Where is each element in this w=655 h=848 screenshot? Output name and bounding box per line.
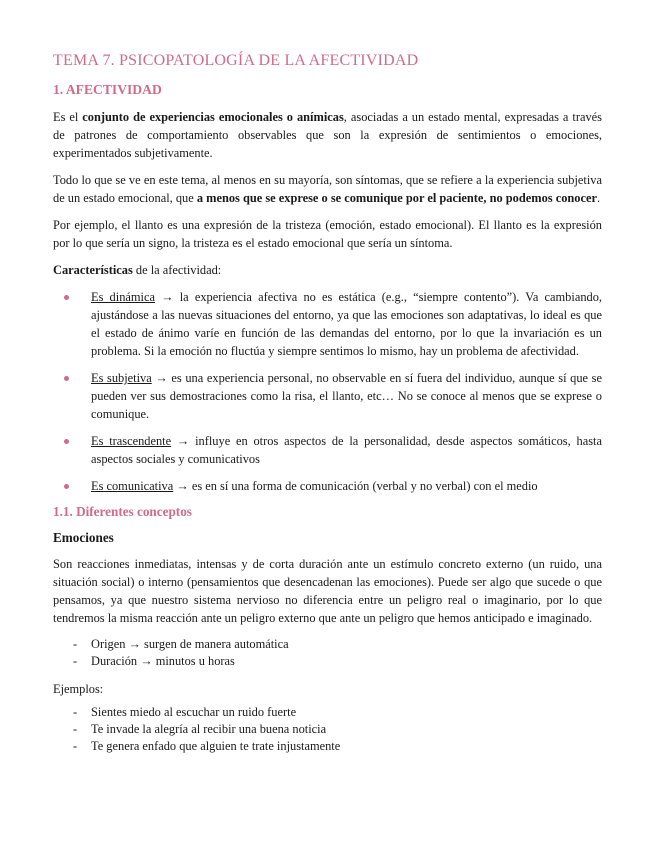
list-item (53, 369, 602, 423)
dash-list-origen (53, 636, 602, 670)
list-item (53, 288, 602, 360)
text-run: de la afectividad: (132, 263, 222, 277)
text-run: Todo lo que se ve en este tema, al menos en su mayoría, son síntomas, que se refiere a la experiencia subjetiva de un estado emocional, que (53, 173, 602, 205)
list-item (53, 432, 602, 468)
text-run: Es el (53, 110, 83, 124)
list-item (53, 477, 602, 495)
list-item (53, 653, 602, 670)
text-run: . (596, 191, 601, 205)
list-item (53, 704, 602, 721)
paragraph-sintomas (53, 171, 602, 207)
term-description: → es una experiencia personal, no observable en sí fuera del individuo, aunque sí que se pueden ver sus demostraciones como la risa, el llanto, etc… No se conoce al menos que se exprese o comunique. (91, 371, 602, 421)
term: Es comunicativa (91, 479, 174, 493)
list-item (53, 738, 602, 755)
bullet-dot-icon (64, 439, 69, 444)
dash-marker: - (73, 637, 78, 651)
list-item-text: Origen → surgen de manera automática (91, 637, 289, 651)
section-heading-afectividad: 1. AFECTIVIDAD (53, 82, 162, 97)
subsection-heading-conceptos: 1.1. Diferentes conceptos (53, 504, 192, 519)
text-run: , asociadas a un estado mental, expresadas a través de patrones de comportamiento observables que son la expresión de sentimientos o emociones, experimentados subjetivamente. (53, 110, 602, 160)
dash-marker: - (73, 739, 78, 753)
term: Es trascendente (91, 434, 172, 448)
paragraph-definition (53, 108, 602, 162)
dash-marker: - (73, 722, 78, 736)
characteristics-list (53, 288, 602, 495)
term: Es dinámica (91, 290, 155, 304)
term-description: → influye en otros aspectos de la personalidad, desde aspectos somáticos, hasta aspectos sociales y comunicativos (91, 434, 602, 466)
document-title: TEMA 7. PSICOPATOLOGÍA DE LA AFECTIVIDAD (53, 52, 419, 69)
bold-run: conjunto de experiencias emocionales o anímicas (82, 110, 344, 124)
list-item-text: Duración → minutos u horas (91, 654, 235, 668)
paragraph-ejemplos-label: Ejemplos: (53, 682, 104, 696)
dash-marker: - (73, 654, 78, 668)
term: Es subjetiva (91, 371, 152, 385)
paragraph-emociones: Son reacciones inmediatas, intensas y de corta duración ante un estímulo concreto externo (un ruido, una situación social) o interno (pensamientos que desencadenan las emociones). Puede ser algo que sucede o que pensamos, ya que nuestro sistema nervioso no diferencia entre un peligro real o imaginario, por lo que tendremos la misma reacción ante un peligro externo que ante un peligro que hemos anticipado e imaginado. (53, 557, 602, 625)
term-description: → la experiencia afectiva no es estática (e.g., “siempre contento”). Va cambiando, ajustándose a las nuevas situaciones del entorno, ya que las emociones son adaptativas, lo ideal es que el estado de ánimo varíe en función de las demandas del entorno, por lo que la invariación es un problema. Si la emoción no fluctúa y siempre sentimos lo mismo, hay un problema de afectividad. (91, 290, 603, 358)
bold-run: a menos que se exprese o se comunique por el paciente, no podemos conocer (196, 191, 597, 205)
subheading-emociones: Emociones (53, 530, 114, 545)
bullet-dot-icon (64, 295, 69, 300)
list-item-text: Te genera enfado que alguien te trate injustamente (91, 739, 341, 753)
list-item (53, 721, 602, 738)
dash-marker: - (73, 705, 78, 719)
list-item-text: Te invade la alegría al recibir una buena noticia (91, 722, 327, 736)
list-item (53, 636, 602, 653)
bold-run: Características (53, 263, 133, 277)
paragraph-ejemplo-llanto: Por ejemplo, el llanto es una expresión de la tristeza (emoción, estado emocional). El llanto es la expresión por lo que sería un signo, la tristeza es el estado emocional que sería un síntoma. (53, 218, 602, 250)
paragraph-caracteristicas (53, 261, 602, 279)
bullet-dot-icon (64, 376, 69, 381)
list-item-text: Sientes miedo al escuchar un ruido fuerte (91, 705, 297, 719)
bullet-dot-icon (64, 484, 69, 489)
term-description: → es en sí una forma de comunicación (verbal y no verbal) con el medio (173, 479, 538, 493)
dash-list-ejemplos (53, 704, 602, 755)
